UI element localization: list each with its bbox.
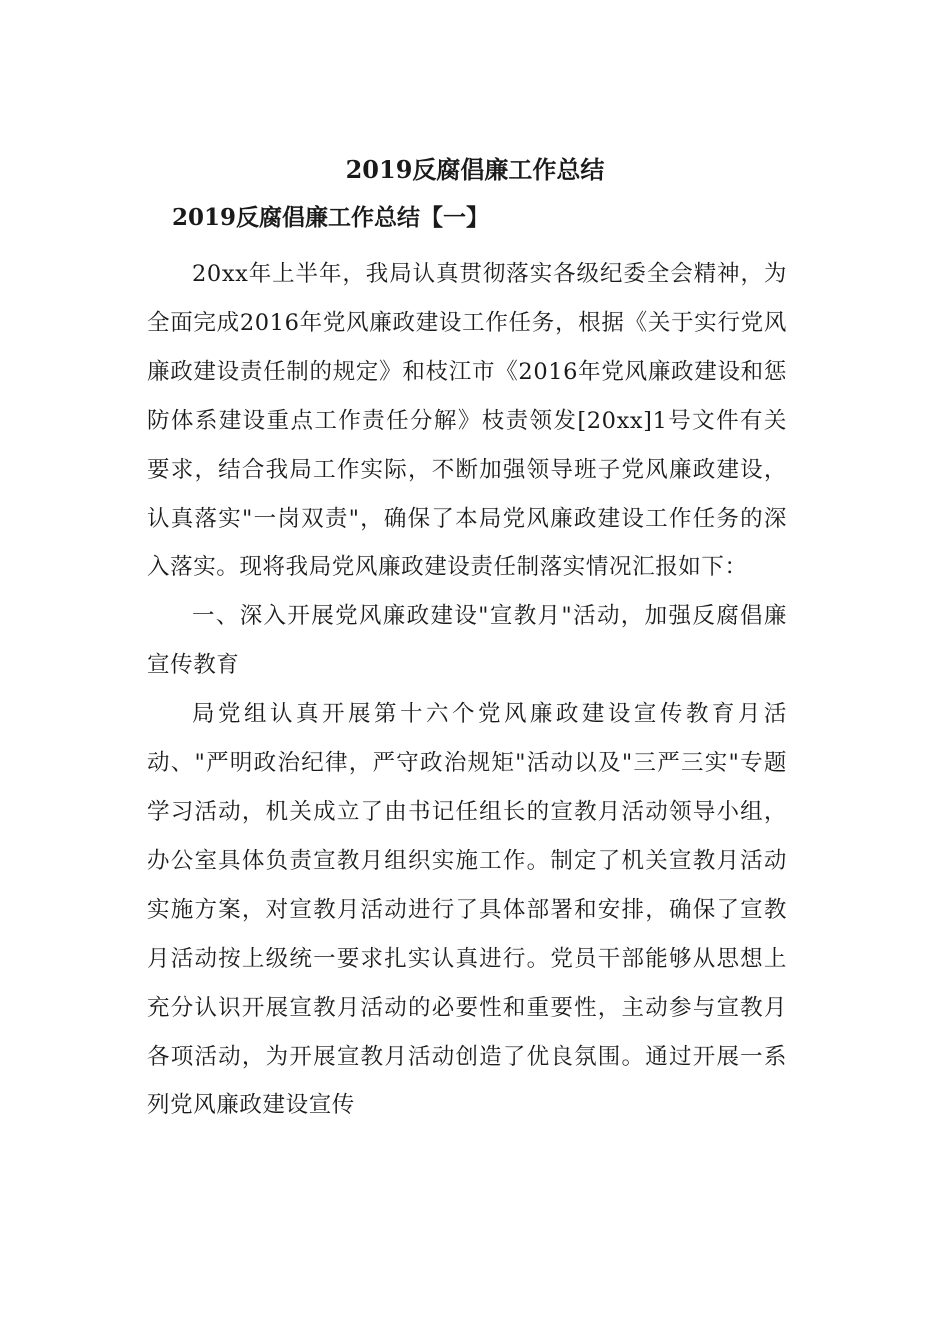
section-heading: 2019反腐倡廉工作总结【一】 (172, 204, 490, 231)
document-title: 2019反腐倡廉工作总结 (345, 155, 605, 184)
document-body (147, 250, 787, 1130)
paragraph-heading-one: 一、深入开展党风廉政建设"宣教月"活动，加强反腐倡廉宣传教育 (147, 603, 787, 679)
paragraph-activities: 局党组认真开展第十六个党风廉政建设宣传教育月活动、"严明政治纪律，严守政治规矩"活动以及"三严三实"专题学习活动，机关成立了由书记任组长的宣教月活动领导小组，办公室具体负责宣教月组织实施工作。制定了机关宣教月活动实施方案，对宣教月活动进行了具体部署和安排，确保了宣教月活动按上级统一要求扎实认真进行。党员干部能够从思想上充分认识开展宣教月活动的必要性和重要性，主动参与宣教月各项活动，为开展宣教月活动创造了优良氛围。通过开展一系列党风廉政建设宣传 (147, 701, 787, 1119)
paragraph-intro: 20xx年上半年，我局认真贯彻落实各级纪委全会精神，为全面完成2016年党风廉政建设工作任务，根据《关于实行党风廉政建设责任制的规定》和枝江市《2016年党风廉政建设和惩防体系建设重点工作责任分解》枝责领发[20xx]1号文件有关要求，结合我局工作实际，不断加强领导班子党风廉政建设，认真落实"一岗双责"，确保了本局党风廉政建设工作任务的深入落实。现将我局党风廉政建设责任制落实情况汇报如下： (147, 261, 787, 581)
